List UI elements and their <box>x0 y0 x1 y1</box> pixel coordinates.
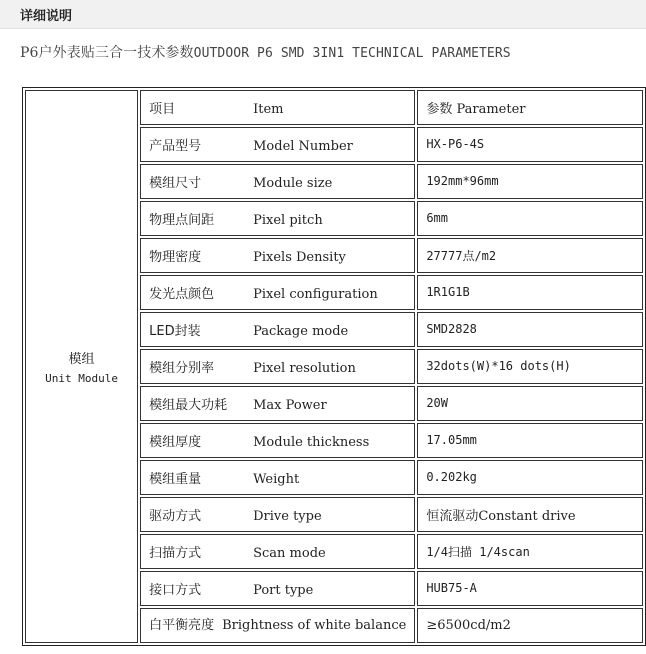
table-row <box>25 90 643 125</box>
value-cell <box>417 497 643 532</box>
parameters-table-body <box>25 90 643 643</box>
page-title-cn: P6户外表贴三合一技术参数 <box>20 45 194 61</box>
item-label-en: Item <box>253 102 284 117</box>
item-cell <box>140 127 415 162</box>
value-cell <box>417 608 643 643</box>
group-label-cn: 模组 <box>68 352 95 367</box>
item-label-cn: 物理点间距 <box>149 213 215 228</box>
item-label-cn: 模组最大功耗 <box>149 398 228 413</box>
item-label-cn: 产品型号 <box>149 139 202 154</box>
item-label-en: Pixel resolution <box>253 361 356 376</box>
item-label-cn: 白平衡亮度 <box>149 618 215 633</box>
group-label-en: Unit Module <box>45 372 118 385</box>
item-cell <box>140 312 415 347</box>
item-label-cn: 项目 <box>149 102 176 117</box>
item-label-en: Pixel configuration <box>253 287 378 302</box>
parameter-value: ≥6500cd/m2 <box>426 618 511 633</box>
value-cell <box>417 571 643 606</box>
value-cell <box>417 312 643 347</box>
item-label-cn: 驱动方式 <box>149 509 202 524</box>
item-label-cn: 接口方式 <box>149 583 202 598</box>
parameter-value: 32dots(W)*16 dots(H) <box>426 359 571 373</box>
item-cell <box>140 571 415 606</box>
value-cell <box>417 90 643 125</box>
item-label-en: Weight <box>253 472 300 487</box>
item-label-en: Module thickness <box>253 435 370 450</box>
value-cell <box>417 238 643 273</box>
page-title <box>20 42 511 62</box>
item-cell <box>140 349 415 384</box>
item-label-en: Drive type <box>253 509 322 524</box>
section-header <box>0 0 646 29</box>
group-label-cell <box>25 90 138 643</box>
item-label-en: Pixels Density <box>253 250 346 265</box>
item-label-en: Port type <box>253 583 314 598</box>
parameter-value: HX-P6-4S <box>426 137 485 151</box>
parameter-value: 恒流驱动Constant drive <box>426 509 576 524</box>
item-label-en: Brightness of white balance <box>222 618 407 633</box>
parameters-table <box>22 87 646 646</box>
value-cell <box>417 386 643 421</box>
item-label-cn: 模组分别率 <box>149 361 215 376</box>
item-label-en: Model Number <box>253 139 353 154</box>
page-title-en: OUTDOOR P6 SMD 3IN1 TECHNICAL PARAMETERS <box>193 46 511 61</box>
value-cell <box>417 460 643 495</box>
parameter-value: 17.05mm <box>426 433 477 447</box>
parameter-value: 1R1G1B <box>426 285 470 299</box>
value-cell <box>417 534 643 569</box>
parameter-value: 27777点/m2 <box>426 249 497 263</box>
value-cell <box>417 349 643 384</box>
item-cell <box>140 275 415 310</box>
item-cell <box>140 608 415 643</box>
item-cell <box>140 534 415 569</box>
item-cell <box>140 201 415 236</box>
parameter-value: SMD2828 <box>426 322 477 336</box>
item-label-cn: 扫描方式 <box>149 546 202 561</box>
item-cell <box>140 497 415 532</box>
item-label-cn: 发光点颜色 <box>149 287 215 302</box>
parameter-value: 20W <box>426 396 449 410</box>
parameter-value: 参数 Parameter <box>426 102 526 117</box>
parameter-value: 6mm <box>426 211 449 225</box>
item-label-cn: LED封装 <box>149 324 201 339</box>
item-cell <box>140 423 415 458</box>
item-label-en: Scan mode <box>253 546 326 561</box>
section-title: 详细说明 <box>20 9 73 24</box>
item-cell <box>140 238 415 273</box>
item-cell <box>140 164 415 199</box>
item-label-cn: 模组重量 <box>149 472 202 487</box>
item-cell <box>140 90 415 125</box>
item-label-cn: 物理密度 <box>149 250 202 265</box>
item-label-cn: 模组厚度 <box>149 435 202 450</box>
item-cell <box>140 460 415 495</box>
item-label-en: Module size <box>253 176 333 191</box>
parameter-value: HUB75-A <box>426 581 477 595</box>
parameter-value: 192mm*96mm <box>426 174 499 188</box>
value-cell <box>417 275 643 310</box>
item-label-en: Package mode <box>253 324 349 339</box>
value-cell <box>417 423 643 458</box>
item-cell <box>140 386 415 421</box>
value-cell <box>417 201 643 236</box>
item-label-cn: 模组尺寸 <box>149 176 202 191</box>
item-label-en: Max Power <box>253 398 327 413</box>
value-cell <box>417 127 643 162</box>
value-cell <box>417 164 643 199</box>
item-label-en: Pixel pitch <box>253 213 323 228</box>
parameter-value: 1/4扫描 1/4scan <box>426 545 530 559</box>
parameter-value: 0.202kg <box>426 470 477 484</box>
